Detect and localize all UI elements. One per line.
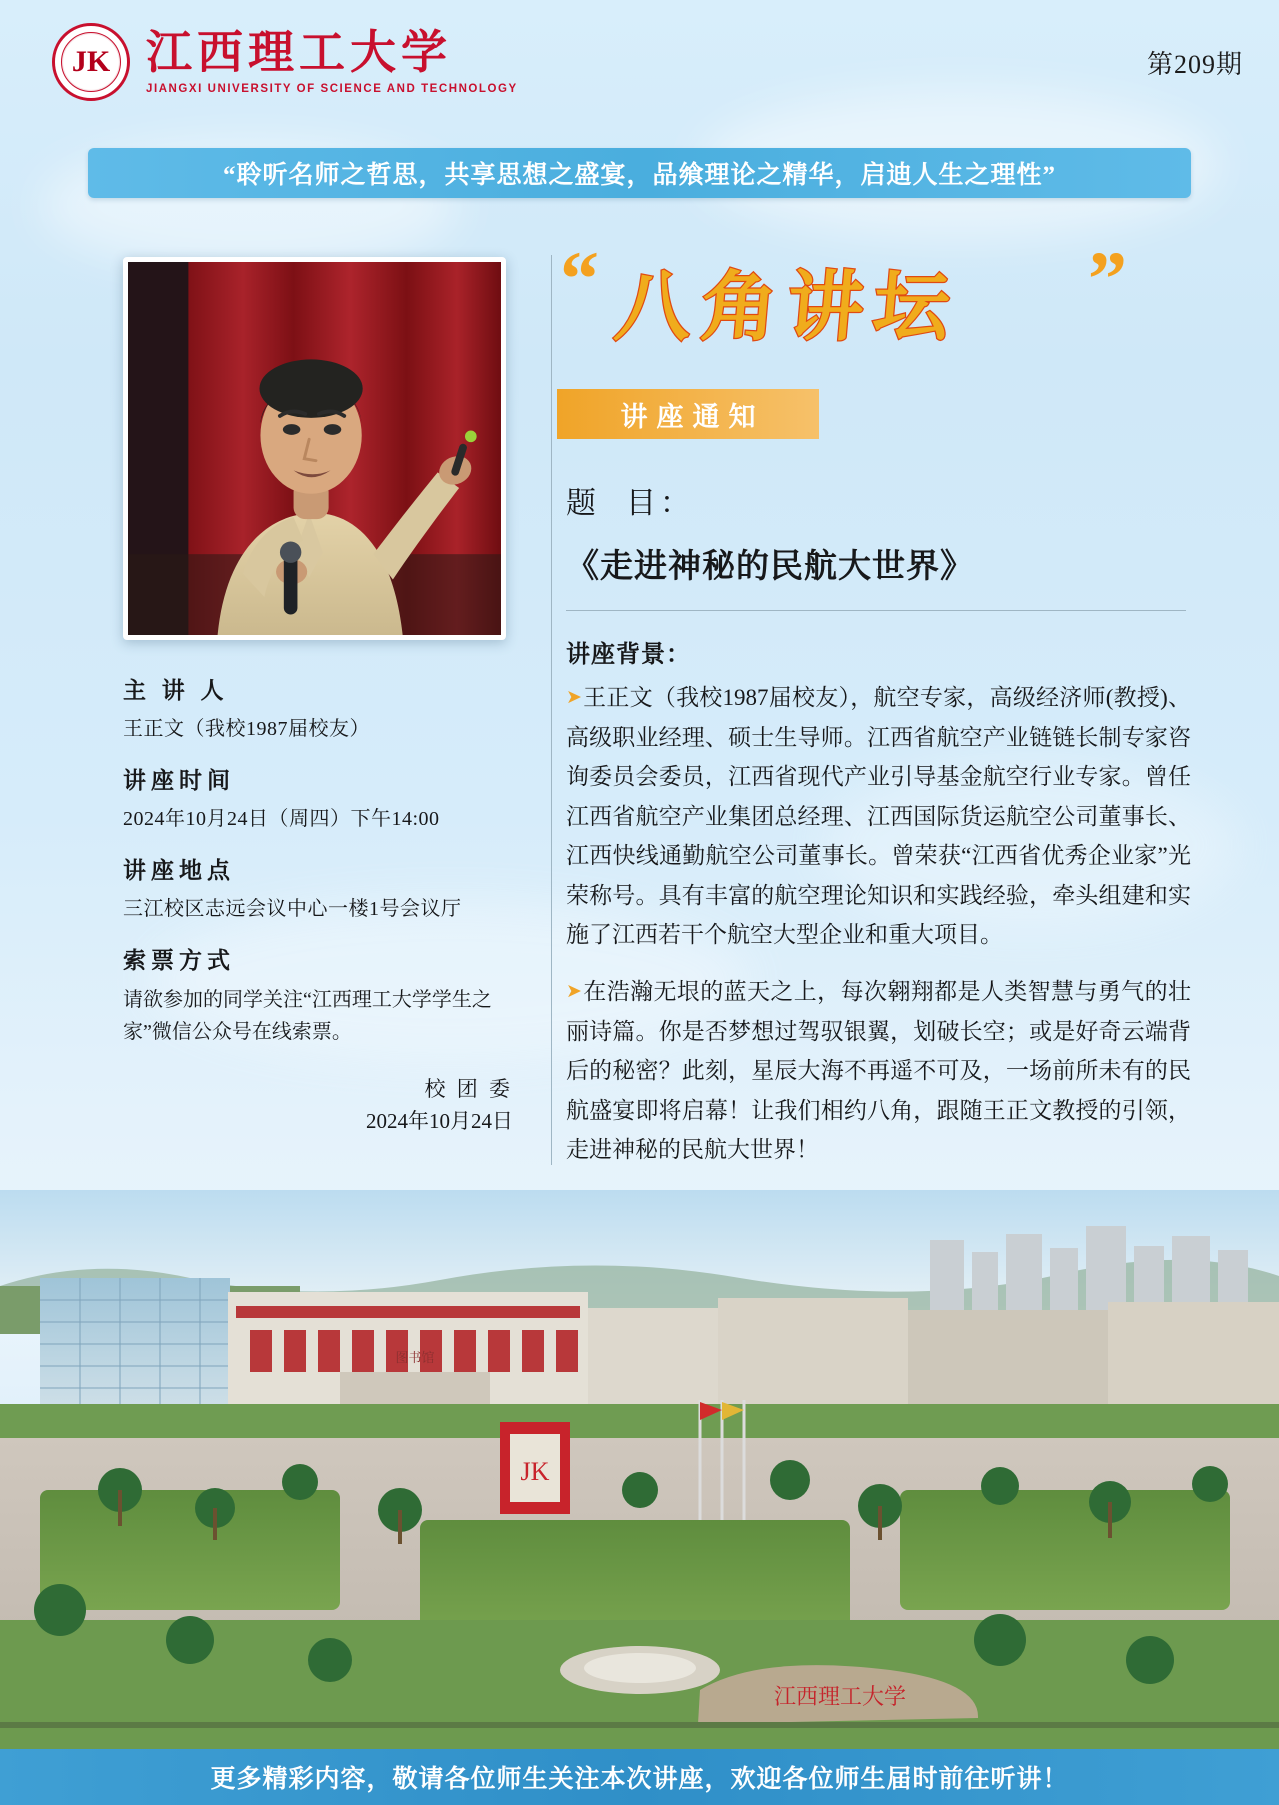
seal-mark-text: JK: [71, 45, 111, 78]
notice-badge: 讲座通知: [557, 389, 819, 439]
issue-number: 第209期: [1146, 49, 1243, 79]
bullet-arrow-icon: ➤: [566, 687, 579, 708]
topic-value: 《走进神秘的民航大世界》: [566, 549, 974, 585]
university-logo: [52, 23, 518, 101]
speaker-photo: [123, 257, 506, 640]
time-value: 2024年10月24日（周四）下午14:00: [123, 808, 440, 830]
ticket-value: 请欲参加的同学关注“江西理工大学学生之家”微信公众号在线索票。: [123, 989, 492, 1044]
ticket-label: 索票方式: [123, 948, 235, 973]
background-paragraph-1-text: 王正文（我校1987届校友），航空专家，高级经济师(教授)、高级职业经理、硕士生导师。江西省航空产业链链长制专家咨询委员会委员，江西省现代产业引导基金航空行业专家。曾任江西省航空产业集团总经理、江西国际货运航空公司董事长、江西快线通勤航空公司董事长。曾荣获“江西省优秀企业家”光荣称号。具有丰富的航空理论知识和实践经验，牵头组建和实施了江西若干个航空大型企业和重大项目。: [566, 685, 1191, 948]
speaker-label: 主 讲 人: [123, 678, 229, 703]
library-sign-text: 图书馆: [395, 1350, 435, 1365]
signature-date: 2024年10月24日: [366, 1109, 513, 1134]
university-name-en: JIANGXI UNIVERSITY OF SCIENCE AND TECHNOLOGY: [146, 82, 518, 95]
slogan-banner: “聆听名师之哲思，共享思想之盛宴，品飨理论之精华，启迪人生之理性”: [88, 148, 1191, 198]
quote-right: ”: [1088, 235, 1127, 322]
topic-label-prefix: 题: [566, 487, 626, 520]
forum-title-text: 八角讲坛: [611, 266, 964, 350]
background-paragraph-2-text: 在浩瀚无垠的蓝天之上，每次翱翔都是人类智慧与勇气的壮丽诗篇。你是否梦想过驾驭银翼，划破长空；或是好奇云端背后的秘密？此刻，星辰大海不再遥不可及，一场前所未有的民航盛宴即将启幕！让我们相约八角，跟随王正文教授的引领，走进神秘的民航大世界！: [566, 979, 1191, 1163]
speaker-name: 王正文（我校1987届校友）: [123, 718, 370, 740]
monument-text: 江西理工大学: [773, 1684, 907, 1709]
horizontal-divider: [566, 610, 1186, 611]
bullet-arrow-icon: ➤: [566, 981, 579, 1002]
signature-org: 校 团 委: [424, 1076, 513, 1101]
university-name-cn: 江西理工大学: [146, 27, 452, 79]
forum-title-block: [560, 236, 1160, 356]
topic-label: [566, 478, 694, 522]
background-paragraph-1: [566, 678, 1191, 955]
footer-banner: 更多精彩内容，敬请各位师生关注本次讲座，欢迎各位师生届时前往听讲！: [0, 1749, 1279, 1805]
background-label: 讲座背景：: [566, 642, 691, 668]
background-paragraph-2: [566, 972, 1191, 1170]
signature: [123, 1073, 513, 1138]
time-label: 讲座时间: [123, 768, 235, 793]
quote-left: “: [560, 235, 599, 322]
campus-photo: [0, 1190, 1279, 1750]
topic-label-suffix: 目：: [626, 487, 694, 520]
university-seal-icon: [52, 23, 130, 101]
poster-header: [0, 0, 1279, 124]
lecture-details: [123, 672, 513, 1138]
svg-text:JK: JK: [520, 1457, 550, 1486]
vertical-divider: [551, 255, 552, 1165]
place-value: 三江校区志远会议中心一楼1号会议厅: [123, 898, 462, 920]
place-label: 讲座地点: [123, 858, 235, 883]
